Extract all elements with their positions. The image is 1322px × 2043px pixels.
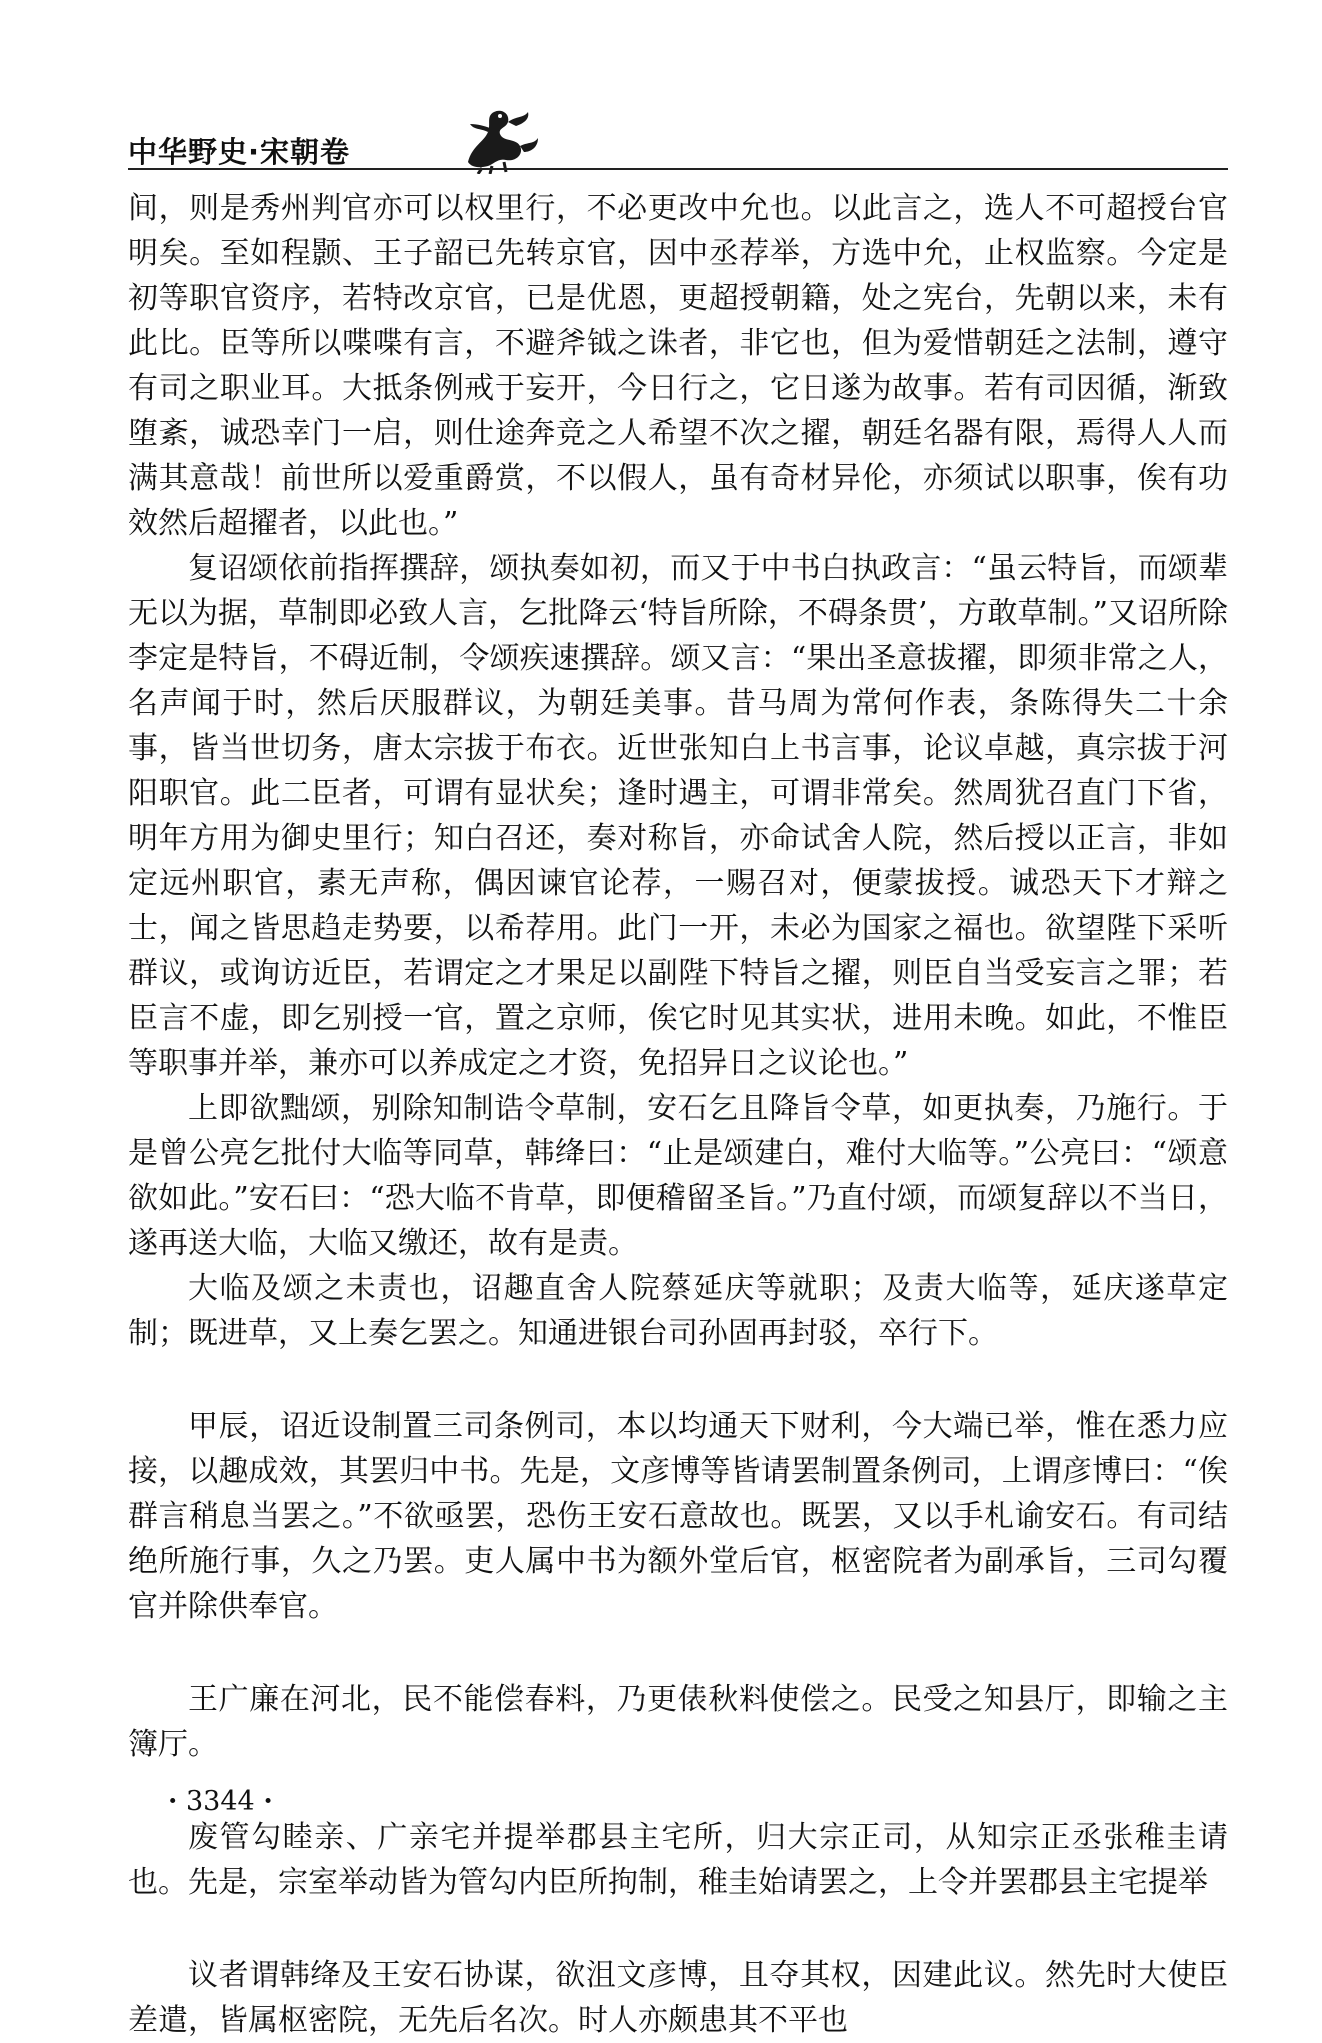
paragraph: 议者谓韩绛及王安石协谋，欲沮文彦博，且夺其权，因建此议。然先时大使臣差遣，皆属枢密院，无先后名次。时人亦颇患其不平也 bbox=[128, 1958, 1228, 2038]
page-number: · 3344 · bbox=[168, 1786, 273, 1817]
paragraph: 甲辰，诏近设制置三司条例司，本以均通天下财利，今大端已举，惟在悉力应接，以趣成效，其罢归中书。先是，文彦博等皆请罢制置条例司，上谓彦博曰：“俟群言稍息当罢之。”不欲亟罢，恐伤王安石意故也。既罢，又以手札谕安石。有司结绝所施行事，久之乃罢。吏人属中书为额外堂后官，枢密院者为副承旨，三司勾覆官并除供奉官。 bbox=[128, 1409, 1228, 1624]
running-header bbox=[128, 118, 1228, 178]
paragraph: 废管勾睦亲、广亲宅并提举郡县主宅所，归大宗正司，从知宗正丞张稚圭请也。先是，宗室举动皆为管勾内臣所拘制，稚圭始请罢之，上令并罢郡县主宅提举 bbox=[128, 1820, 1228, 1900]
paragraph: 上即欲黜颂，别除知制诰令草制，安石乞且降旨令草，如更执奏，乃施行。于是曾公亮乞批付大临等同草，韩绛曰：“止是颂建白，难付大临等。”公亮曰：“颂意欲如此。”安石曰：“恐大临不肯草，即便稽留圣旨。”乃直付颂，而颂复辞以不当日，遂再送大临，大临又缴还，故有是责。 bbox=[128, 1091, 1228, 1261]
paragraph: 复诏颂依前指挥撰辞，颂执奏如初，而又于中书白执政言：“虽云特旨，而颂辈无以为据，草制即必致人言，乞批降云‘特旨所除，不碍条贯’，方敢草制。”又诏所除李定是特旨，不碍近制，令颂疾速撰辞。颂又言：“果出圣意拔擢，即须非常之人，名声闻于时，然后厌服群议，为朝廷美事。昔马周为常何作表，条陈得失二十余事，皆当世切务，唐太宗拔于布衣。近世张知白上书言事，论议卓越，真宗拔于河阳职官。此二臣者，可谓有显状矣；逢时遇主，可谓非常矣。然周犹召直门下省，明年方用为御史里行；知白召还，奏对称旨，亦命试舍人院，然后授以正言，非如定远州职官，素无声称，偶因谏官论荐，一赐召对，便蒙拔授。诚恐天下才辩之士，闻之皆思趋走势要，以希荐用。此门一开，未必为国家之福也。欲望陛下采听群议，或询访近臣，若谓定之才果足以副陛下特旨之擢，则臣自当受妄言之罪；若臣言不虚，即乞别授一官，置之京师，俟它时见其实状，进用未晚。如此，不惟臣等职事并举，兼亦可以养成定之才资，免招异日之议论也。” bbox=[128, 551, 1228, 1081]
body-text bbox=[128, 186, 1228, 2043]
paragraph: 间，则是秀州判官亦可以权里行，不必更改中允也。以此言之，选人不可超授台官明矣。至如程颢、王子韶已先转京官，因中丞荐举，方选中允，止权监察。今定是初等职官资序，若特改京官，已是优恩，更超授朝籍，处之宪台，先朝以来，未有此比。臣等所以喋喋有言，不避斧钺之诛者，非它也，但为爱惜朝廷之法制，遵守有司之职业耳。大抵条例戒于妄开，今日行之，它日遂为故事。若有司因循，渐致堕紊，诚恐幸门一启，则仕途奔竞之人希望不次之擢，朝廷名器有限，焉得人人而满其意哉！前世所以爱重爵赏，不以假人，虽有奇材异伦，亦须试以职事，俟有功效然后超擢者，以此也。” bbox=[128, 191, 1228, 541]
paragraph: 王广廉在河北，民不能偿春料，乃更俵秋料使偿之。民受之知县厅，即输之主簿厅。 bbox=[128, 1682, 1228, 1762]
paragraph: 大临及颂之未责也，诏趣直舍人院蔡延庆等就职；及责大临等，延庆遂草定制；既进草，又上奏乞罢之。知通进银台司孙固再封驳，卒行下。 bbox=[128, 1271, 1228, 1351]
page-number-value: 3344 bbox=[186, 1786, 255, 1817]
dragon-emblem-icon bbox=[458, 102, 542, 174]
header-rule bbox=[128, 168, 1228, 170]
book-title: 中华野史·宋朝卷 bbox=[128, 135, 351, 169]
